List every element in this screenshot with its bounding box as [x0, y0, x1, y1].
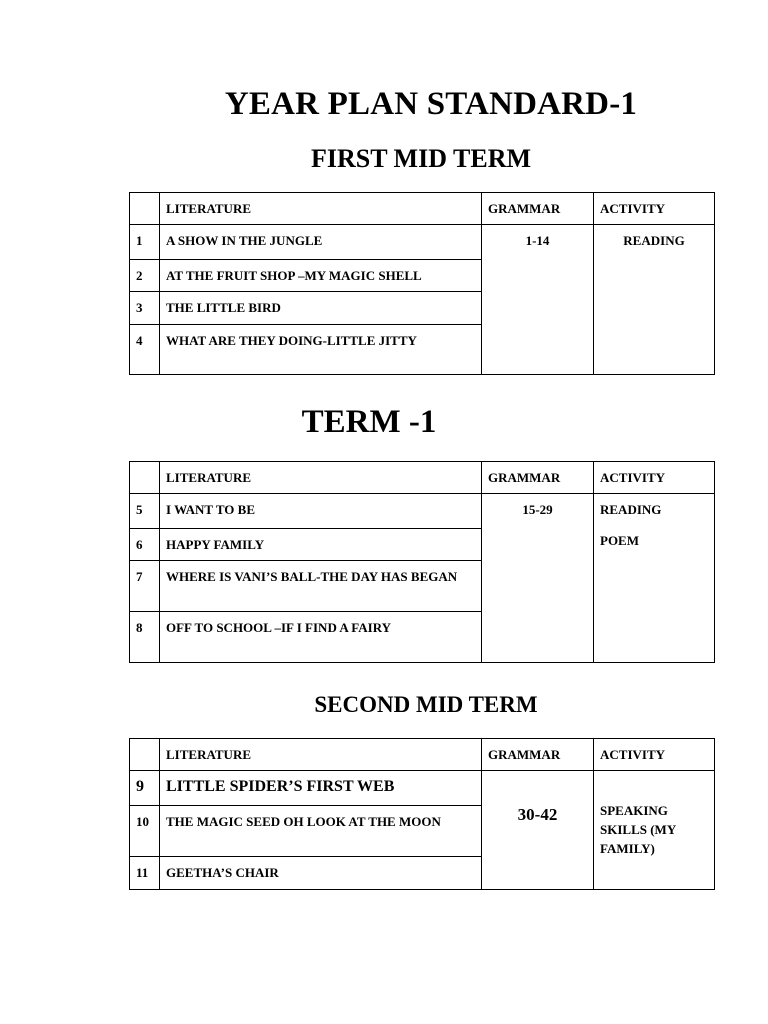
first-mid-term-table: [129, 192, 715, 375]
header-literature: LITERATURE: [160, 193, 482, 225]
header-literature: LITERATURE: [160, 739, 482, 771]
table-row: [130, 771, 715, 806]
row-number: 2: [130, 260, 160, 292]
header-activity: ACTIVITY: [594, 739, 715, 771]
row-number: 10: [130, 806, 160, 857]
header-number-cell: [130, 193, 160, 225]
row-number: 9: [130, 771, 160, 806]
row-number: 8: [130, 612, 160, 663]
table-header-row: [130, 739, 715, 771]
header-literature: LITERATURE: [160, 462, 482, 494]
row-literature: A SHOW IN THE JUNGLE: [160, 225, 482, 260]
row-number: 6: [130, 529, 160, 561]
term-1-table: [129, 461, 715, 663]
row-number: 4: [130, 325, 160, 375]
grammar-range: 1-14: [482, 225, 594, 375]
row-literature: THE LITTLE BIRD: [160, 292, 482, 325]
header-activity: ACTIVITY: [594, 193, 715, 225]
header-grammar: GRAMMAR: [482, 193, 594, 225]
activity-value: SPEAKING SKILLS (MY FAMILY): [594, 771, 715, 890]
section-heading-second-mid-term: SECOND MID TERM: [314, 692, 538, 717]
row-literature: THE MAGIC SEED OH LOOK AT THE MOON: [160, 806, 482, 857]
section-heading-first-mid-term: FIRST MID TERM: [310, 144, 532, 173]
header-activity: ACTIVITY: [594, 462, 715, 494]
row-literature: OFF TO SCHOOL –IF I FIND A FAIRY: [160, 612, 482, 663]
row-number: 1: [130, 225, 160, 260]
row-number: 11: [130, 857, 160, 890]
table-header-row: [130, 462, 715, 494]
grammar-range: 15-29: [482, 494, 594, 663]
row-literature: GEETHA’S CHAIR: [160, 857, 482, 890]
activity-cell: [594, 494, 715, 663]
row-literature: WHERE IS VANI’S BALL-THE DAY HAS BEGAN: [160, 561, 482, 612]
activity-value: READING: [600, 502, 662, 517]
row-number: 5: [130, 494, 160, 529]
section-heading-term-1: TERM -1: [301, 404, 437, 440]
header-number-cell: [130, 462, 160, 494]
header-grammar: GRAMMAR: [482, 462, 594, 494]
row-literature: I WANT TO BE: [160, 494, 482, 529]
row-number: 7: [130, 561, 160, 612]
row-literature: AT THE FRUIT SHOP –MY MAGIC SHELL: [160, 260, 482, 292]
table-row: [130, 494, 715, 529]
table-row: [130, 225, 715, 260]
row-number: 3: [130, 292, 160, 325]
header-grammar: GRAMMAR: [482, 739, 594, 771]
activity-value: POEM: [600, 533, 639, 548]
document-title: YEAR PLAN STANDARD-1: [224, 86, 638, 122]
grammar-range: 30-42: [482, 771, 594, 890]
second-mid-term-table: [129, 738, 715, 890]
row-literature: LITTLE SPIDER’S FIRST WEB: [160, 771, 482, 806]
row-literature: HAPPY FAMILY: [160, 529, 482, 561]
table-header-row: [130, 193, 715, 225]
row-literature: WHAT ARE THEY DOING-LITTLE JITTY: [160, 325, 482, 375]
activity-value: READING: [594, 225, 715, 375]
header-number-cell: [130, 739, 160, 771]
